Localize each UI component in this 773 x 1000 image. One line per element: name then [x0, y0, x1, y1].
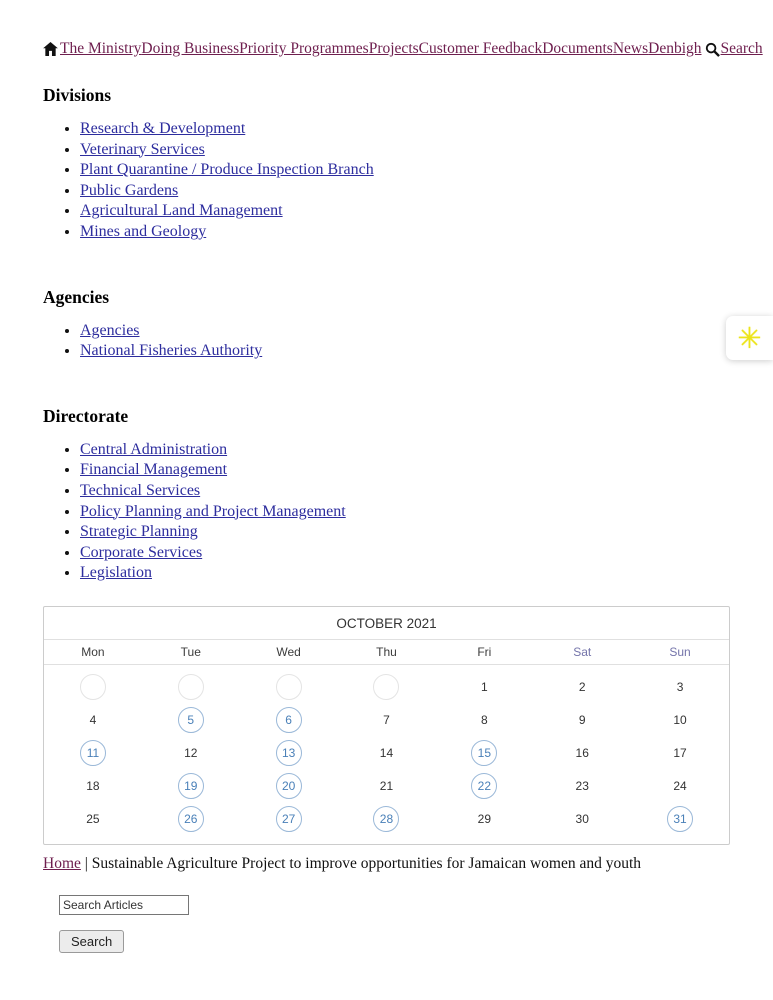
division-link[interactable]: Plant Quarantine / Produce Inspection Branch: [80, 161, 374, 179]
calendar-cell-6: [240, 704, 338, 737]
calendar-day: 7: [383, 713, 390, 728]
directorate-link[interactable]: Strategic Planning: [80, 523, 198, 541]
divisions-list: [43, 120, 730, 241]
list-item: [80, 120, 730, 138]
directorate-link[interactable]: Policy Planning and Project Management: [80, 502, 346, 520]
calendar-empty-cell: [338, 671, 436, 704]
calendar-event-day[interactable]: 11: [80, 740, 106, 766]
directorate-link[interactable]: Legislation: [80, 564, 152, 582]
calendar-day: 10: [673, 713, 687, 728]
calendar-cell-11: [44, 737, 142, 770]
calendar-cell-30: [533, 803, 631, 836]
calendar-empty-day: [276, 674, 302, 700]
directorate-list: [43, 441, 730, 582]
calendar-day: 21: [379, 779, 394, 794]
calendar-day: 17: [673, 746, 687, 761]
calendar-cell-19: [142, 770, 240, 803]
calendar-day: 8: [481, 713, 488, 728]
top-nav: [43, 40, 763, 58]
nav-link-documents[interactable]: Documents: [542, 40, 613, 57]
calendar-cell-10: [631, 704, 729, 737]
calendar-cell-2: [533, 671, 631, 704]
search-articles-button[interactable]: Search: [59, 930, 124, 953]
calendar-cell-25: [44, 803, 142, 836]
calendar-cell-31: [631, 803, 729, 836]
calendar-day: 24: [673, 779, 687, 794]
list-item: [80, 342, 730, 360]
calendar-event-day[interactable]: 20: [276, 773, 302, 799]
calendar-day: 3: [676, 680, 684, 695]
division-link[interactable]: Mines and Geology: [80, 222, 207, 240]
calendar-cell-12: [142, 737, 240, 770]
section-heading: Directorate: [43, 405, 129, 426]
nav-link-news[interactable]: News: [612, 40, 649, 57]
weekday-label: Wed: [276, 644, 301, 659]
list-item: [80, 322, 730, 340]
nav-link-customer-feedback[interactable]: Customer Feedback: [418, 40, 543, 57]
list-item: [80, 161, 730, 179]
list-item: [80, 202, 730, 220]
breadcrumb: [43, 855, 730, 873]
nav-link-priority-programmes[interactable]: Priority Programmes: [239, 40, 369, 57]
calendar-event-day[interactable]: 22: [471, 773, 497, 799]
section-agencies: [43, 287, 730, 360]
calendar-cell-23: [533, 770, 631, 803]
calendar-cell-26: [142, 803, 240, 836]
calendar-event-day[interactable]: 28: [373, 806, 399, 832]
calendar-cell-14: [338, 737, 436, 770]
calendar-cell-29: [435, 803, 533, 836]
calendar-event-day[interactable]: 27: [276, 806, 302, 832]
weekday-label-sun: Sun: [669, 644, 691, 659]
calendar-cell-9: [533, 704, 631, 737]
nav-link-the-ministry[interactable]: The Ministry: [60, 40, 142, 57]
calendar-event-day[interactable]: 13: [276, 740, 302, 766]
calendar-day: 18: [86, 779, 100, 794]
calendar-day: 9: [578, 713, 586, 728]
section-divisions: [43, 85, 730, 241]
list-item: [80, 223, 730, 241]
weekday-label: Thu: [376, 644, 397, 659]
section-heading: Agencies: [43, 286, 110, 307]
calendar-cell-5: [142, 704, 240, 737]
list-item: [80, 503, 730, 521]
calendar-day: 30: [575, 812, 589, 827]
calendar-grid: [44, 665, 729, 844]
weekday-label: Fri: [477, 644, 492, 659]
calendar-month-title: OCTOBER 2021: [44, 607, 729, 640]
calendar-cell-21: [338, 770, 436, 803]
nav-link-denbigh[interactable]: Denbigh: [648, 40, 702, 57]
division-link[interactable]: Veterinary Services: [80, 140, 205, 158]
list-item: [80, 441, 730, 459]
calendar-cell-16: [533, 737, 631, 770]
accessibility-widget-button[interactable]: [726, 316, 773, 360]
calendar-day: 23: [575, 779, 589, 794]
list-item: [80, 544, 730, 562]
calendar-empty-day: [80, 674, 106, 700]
division-link[interactable]: Agricultural Land Management: [80, 202, 283, 220]
nav-link-doing-business[interactable]: Doing Business: [141, 40, 240, 57]
calendar-cell-3: [631, 671, 729, 704]
calendar-empty-cell: [44, 671, 142, 704]
breadcrumb-home-link[interactable]: Home: [43, 854, 81, 872]
list-item: [80, 523, 730, 541]
calendar-cell-17: [631, 737, 729, 770]
list-item: [80, 461, 730, 479]
calendar-cell-27: [240, 803, 338, 836]
directorate-link[interactable]: Central Administration: [80, 440, 228, 458]
calendar-empty-day: [178, 674, 204, 700]
directorate-link[interactable]: Corporate Services: [80, 543, 203, 561]
weekday-label-sat: Sat: [573, 644, 592, 659]
breadcrumb-separator: |: [80, 854, 92, 872]
list-item: [80, 564, 730, 582]
calendar-empty-cell: [240, 671, 338, 704]
nav-link-projects[interactable]: Projects: [368, 40, 419, 57]
calendar-day: 1: [481, 680, 488, 695]
agency-link[interactable]: National Fisheries Authority: [80, 342, 263, 360]
calendar-day: 16: [575, 746, 589, 761]
calendar-cell-24: [631, 770, 729, 803]
calendar-day: 12: [184, 746, 198, 761]
directorate-link[interactable]: Financial Management: [80, 461, 228, 479]
calendar-cell-7: [338, 704, 436, 737]
agencies-list: [43, 322, 730, 360]
calendar-empty-day: [373, 674, 399, 700]
calendar-day: 4: [89, 713, 97, 728]
article-search: [59, 895, 730, 953]
division-link[interactable]: Research & Development: [80, 120, 246, 137]
section-directorate: [43, 406, 730, 582]
calendar-cell-22: [435, 770, 533, 803]
calendar-event-day[interactable]: 5: [178, 707, 204, 733]
calendar-cell-18: [44, 770, 142, 803]
list-item: [80, 482, 730, 500]
calendar-event-day[interactable]: 15: [471, 740, 497, 766]
calendar-cell-1: [435, 671, 533, 704]
home-icon: [43, 42, 58, 56]
list-item: [80, 182, 730, 200]
calendar-day: 14: [379, 746, 394, 761]
calendar-cell-20: [240, 770, 338, 803]
page: [43, 0, 763, 953]
calendar-day: 25: [86, 812, 100, 827]
calendar-cell-8: [435, 704, 533, 737]
calendar-cell-15: [435, 737, 533, 770]
calendar-event-day[interactable]: 19: [178, 773, 204, 799]
calendar-cell-13: [240, 737, 338, 770]
calendar-event-day[interactable]: 26: [178, 806, 204, 832]
events-calendar: [43, 606, 730, 845]
division-link[interactable]: Public Gardens: [80, 181, 179, 199]
section-heading: Divisions: [43, 85, 112, 105]
search-articles-input[interactable]: [59, 895, 189, 915]
calendar-event-day[interactable]: 6: [276, 707, 302, 733]
list-item: [80, 141, 730, 159]
home-link[interactable]: [43, 42, 58, 56]
directorate-link[interactable]: Technical Services: [80, 481, 201, 499]
calendar-day: 2: [578, 680, 586, 695]
calendar-day: 29: [477, 812, 492, 827]
search-icon: [705, 42, 720, 57]
nav-link-search[interactable]: Search: [720, 40, 763, 57]
page-title: Sustainable Agriculture Project to improve opportunities for Jamaican women and youth: [91, 854, 642, 872]
asterisk-icon: ✳: [737, 320, 762, 355]
calendar-weekday-header: [44, 640, 729, 665]
calendar-event-day[interactable]: 31: [667, 806, 693, 832]
calendar-cell-4: [44, 704, 142, 737]
weekday-label: Mon: [81, 644, 105, 659]
weekday-label: Tue: [180, 644, 201, 659]
agency-link[interactable]: Agencies: [80, 321, 140, 339]
calendar-cell-28: [338, 803, 436, 836]
calendar-empty-cell: [142, 671, 240, 704]
